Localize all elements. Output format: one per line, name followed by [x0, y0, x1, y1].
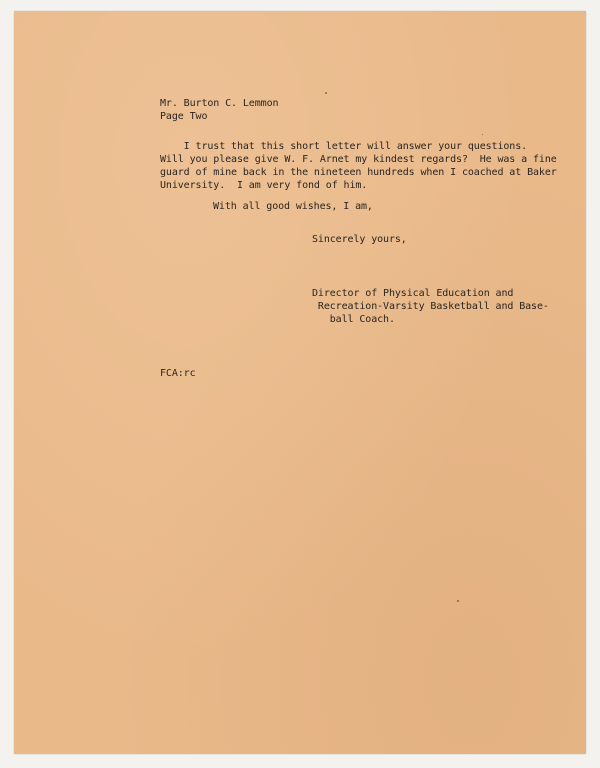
signature-title-line-3: ball Coach. — [312, 314, 395, 325]
recipient-name: Mr. Burton C. Lemmon — [160, 98, 279, 109]
paper-speck — [325, 92, 327, 94]
paper-speck — [457, 600, 459, 602]
closing-intro: With all good wishes, I am, — [213, 201, 373, 212]
letter-page — [14, 11, 586, 754]
page-label: Page Two — [160, 111, 208, 122]
body-line-3: guard of mine back in the nineteen hundreds when I coached at Baker — [160, 167, 557, 178]
signature-title-line-2: Recreation-Varsity Basketball and Base- — [312, 301, 549, 312]
body-line-2: Will you please give W. F. Arnet my kindest regards? He was a fine — [160, 154, 557, 165]
closing: Sincerely yours, — [312, 234, 407, 245]
paper-speck — [482, 134, 483, 135]
body-line-1: I trust that this short letter will answer your questions. — [160, 141, 528, 152]
signature-title-line-1: Director of Physical Education and — [312, 288, 514, 299]
typist-initials: FCA:rc — [160, 368, 196, 379]
body-line-4: University. I am very fond of him. — [160, 180, 368, 191]
